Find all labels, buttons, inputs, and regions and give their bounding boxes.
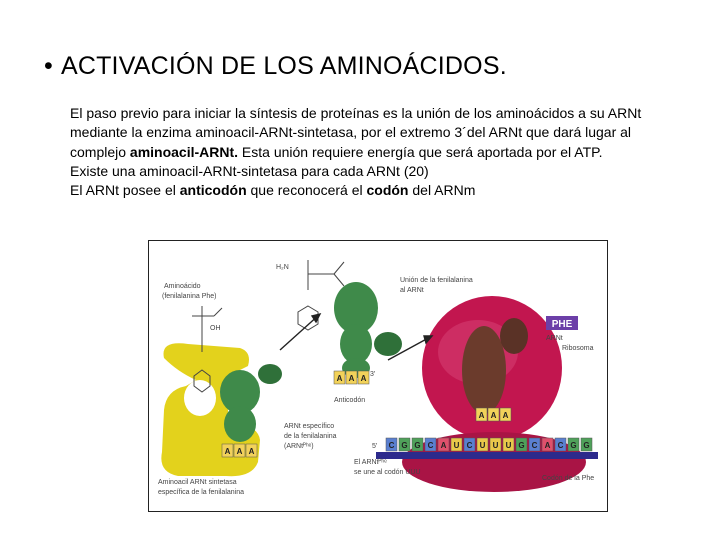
label-codon-phe: Codón de la Phe (542, 475, 595, 482)
mrna-base-letter-3: C (427, 441, 434, 450)
mrna-strand (376, 452, 598, 459)
anticodon-ribosome-letter-2: A (502, 411, 509, 420)
mrna-base-letter-0: C (388, 441, 395, 450)
phe-tag-label: PHE (551, 319, 573, 330)
label-el-arnt-2: se une al codón UUU (354, 469, 421, 476)
label-three-prime: 3' (370, 371, 376, 378)
anticodon-lower-letter-0: A (224, 447, 231, 456)
paragraph-activation-text-b: Esta unión requiere energía que será aportada por el ATP. (238, 143, 603, 160)
label-five-prime: 5' (372, 443, 378, 450)
term-anticodon: anticodón (179, 182, 247, 199)
slide-title (44, 52, 507, 81)
mrna-base-letter-2: G (414, 441, 421, 450)
synthetase-pocket (184, 380, 216, 416)
label-sintetasa-1: Aminoacil ARNt sintetasa (158, 479, 237, 486)
mrna-base-letter-6: C (466, 441, 473, 450)
mrna-base-letter-4: A (440, 441, 447, 450)
mrna-base-letter-15: G (583, 441, 590, 450)
mrna-base-letter-9: U (505, 441, 512, 450)
anticodon-lower (222, 444, 257, 457)
paragraph-activation (70, 104, 690, 162)
anticodon-upper-letter-2: A (360, 374, 367, 383)
title-text: ACTIVACIÓN DE LOS AMINOÁCIDOS. (60, 52, 507, 80)
anticodon-ribosome-letter-0: A (478, 411, 485, 420)
term-codon: codón (366, 182, 409, 199)
anticodon-upper-letter-0: A (336, 374, 343, 383)
label-el-arnt-1: El ARNtᴾʰᵉ (354, 459, 387, 466)
bound-trna-arm (258, 364, 282, 384)
title-bullet: • (44, 52, 53, 80)
paragraph-anticodon-text-a: El ARNt posee el (70, 182, 180, 199)
label-sintetasa-2: específica de la fenilalanina (158, 489, 245, 496)
anticodon-ribosome (476, 408, 511, 421)
mrna-base-letter-11: C (531, 441, 538, 450)
mrna-base-letter-7: U (479, 441, 486, 450)
label-oh: OH (210, 325, 221, 332)
label-arnt-especifico-3: (ARNtᴾʰᵉ) (284, 443, 314, 450)
term-aminoacil-arnt: aminoacil-ARNt. (129, 143, 239, 160)
mrna-base-letter-12: A (544, 441, 551, 450)
label-anticodon: Anticodón (334, 397, 366, 404)
label-union-1: Unión de la fenilalanina (400, 277, 473, 284)
label-arnt: ARNt (546, 335, 563, 342)
anticodon-ribosome-letter-1: A (490, 411, 497, 420)
trna-activation-figure (148, 240, 608, 512)
paragraph-anticodon (70, 181, 690, 200)
anticodon-lower-letter-2: A (248, 447, 255, 456)
label-arnt-especifico-2: de la fenilalanina (284, 433, 337, 440)
paragraph-anticodon-text-b: que reconocerá el (246, 182, 367, 199)
floating-trna-arm (374, 332, 402, 356)
mrna-base-letter-14: G (570, 441, 577, 450)
mrna-base-letter-5: U (453, 441, 460, 450)
label-arnt-especifico-1: ARNt específico (284, 423, 335, 430)
body-text (70, 104, 690, 200)
paragraph-activation-text-a: El paso previo para iniciar la síntesis de proteínas es la unión de los aminoácidos a su ARNt mediante la enzima aminoacil-ARNt-sintetasa, por el extremo 3´del ARNt que dará lugar al complejo (70, 105, 642, 160)
trna-ribosome-body (462, 326, 506, 414)
anticodon-upper (334, 371, 369, 384)
label-union-2: al ARNt (400, 287, 424, 294)
bound-trna-middle (224, 406, 256, 442)
paragraph-anticodon-text-c: del ARNm (408, 182, 476, 199)
anticodon-upper-letter-1: A (348, 374, 355, 383)
paragraph-synthetase-count: Existe una aminoacil-ARNt-sintetasa para cada ARNt (20) (70, 162, 429, 179)
amino-nh2-upper: H₂N (276, 264, 289, 271)
mrna-base-letter-1: G (401, 441, 408, 450)
figure-canvas (148, 240, 608, 512)
mrna-base-letter-13: C (557, 441, 564, 450)
label-fenilalanina: (fenilalanina Phe) (162, 293, 217, 300)
mrna-base-letter-8: U (492, 441, 499, 450)
mrna-base-letter-10: G (518, 441, 525, 450)
anticodon-lower-letter-1: A (236, 447, 243, 456)
trna-ribosome-arm (500, 318, 528, 354)
label-aminoacido: Aminoácido (164, 283, 201, 290)
label-ribosoma: Ribosoma (562, 345, 594, 352)
